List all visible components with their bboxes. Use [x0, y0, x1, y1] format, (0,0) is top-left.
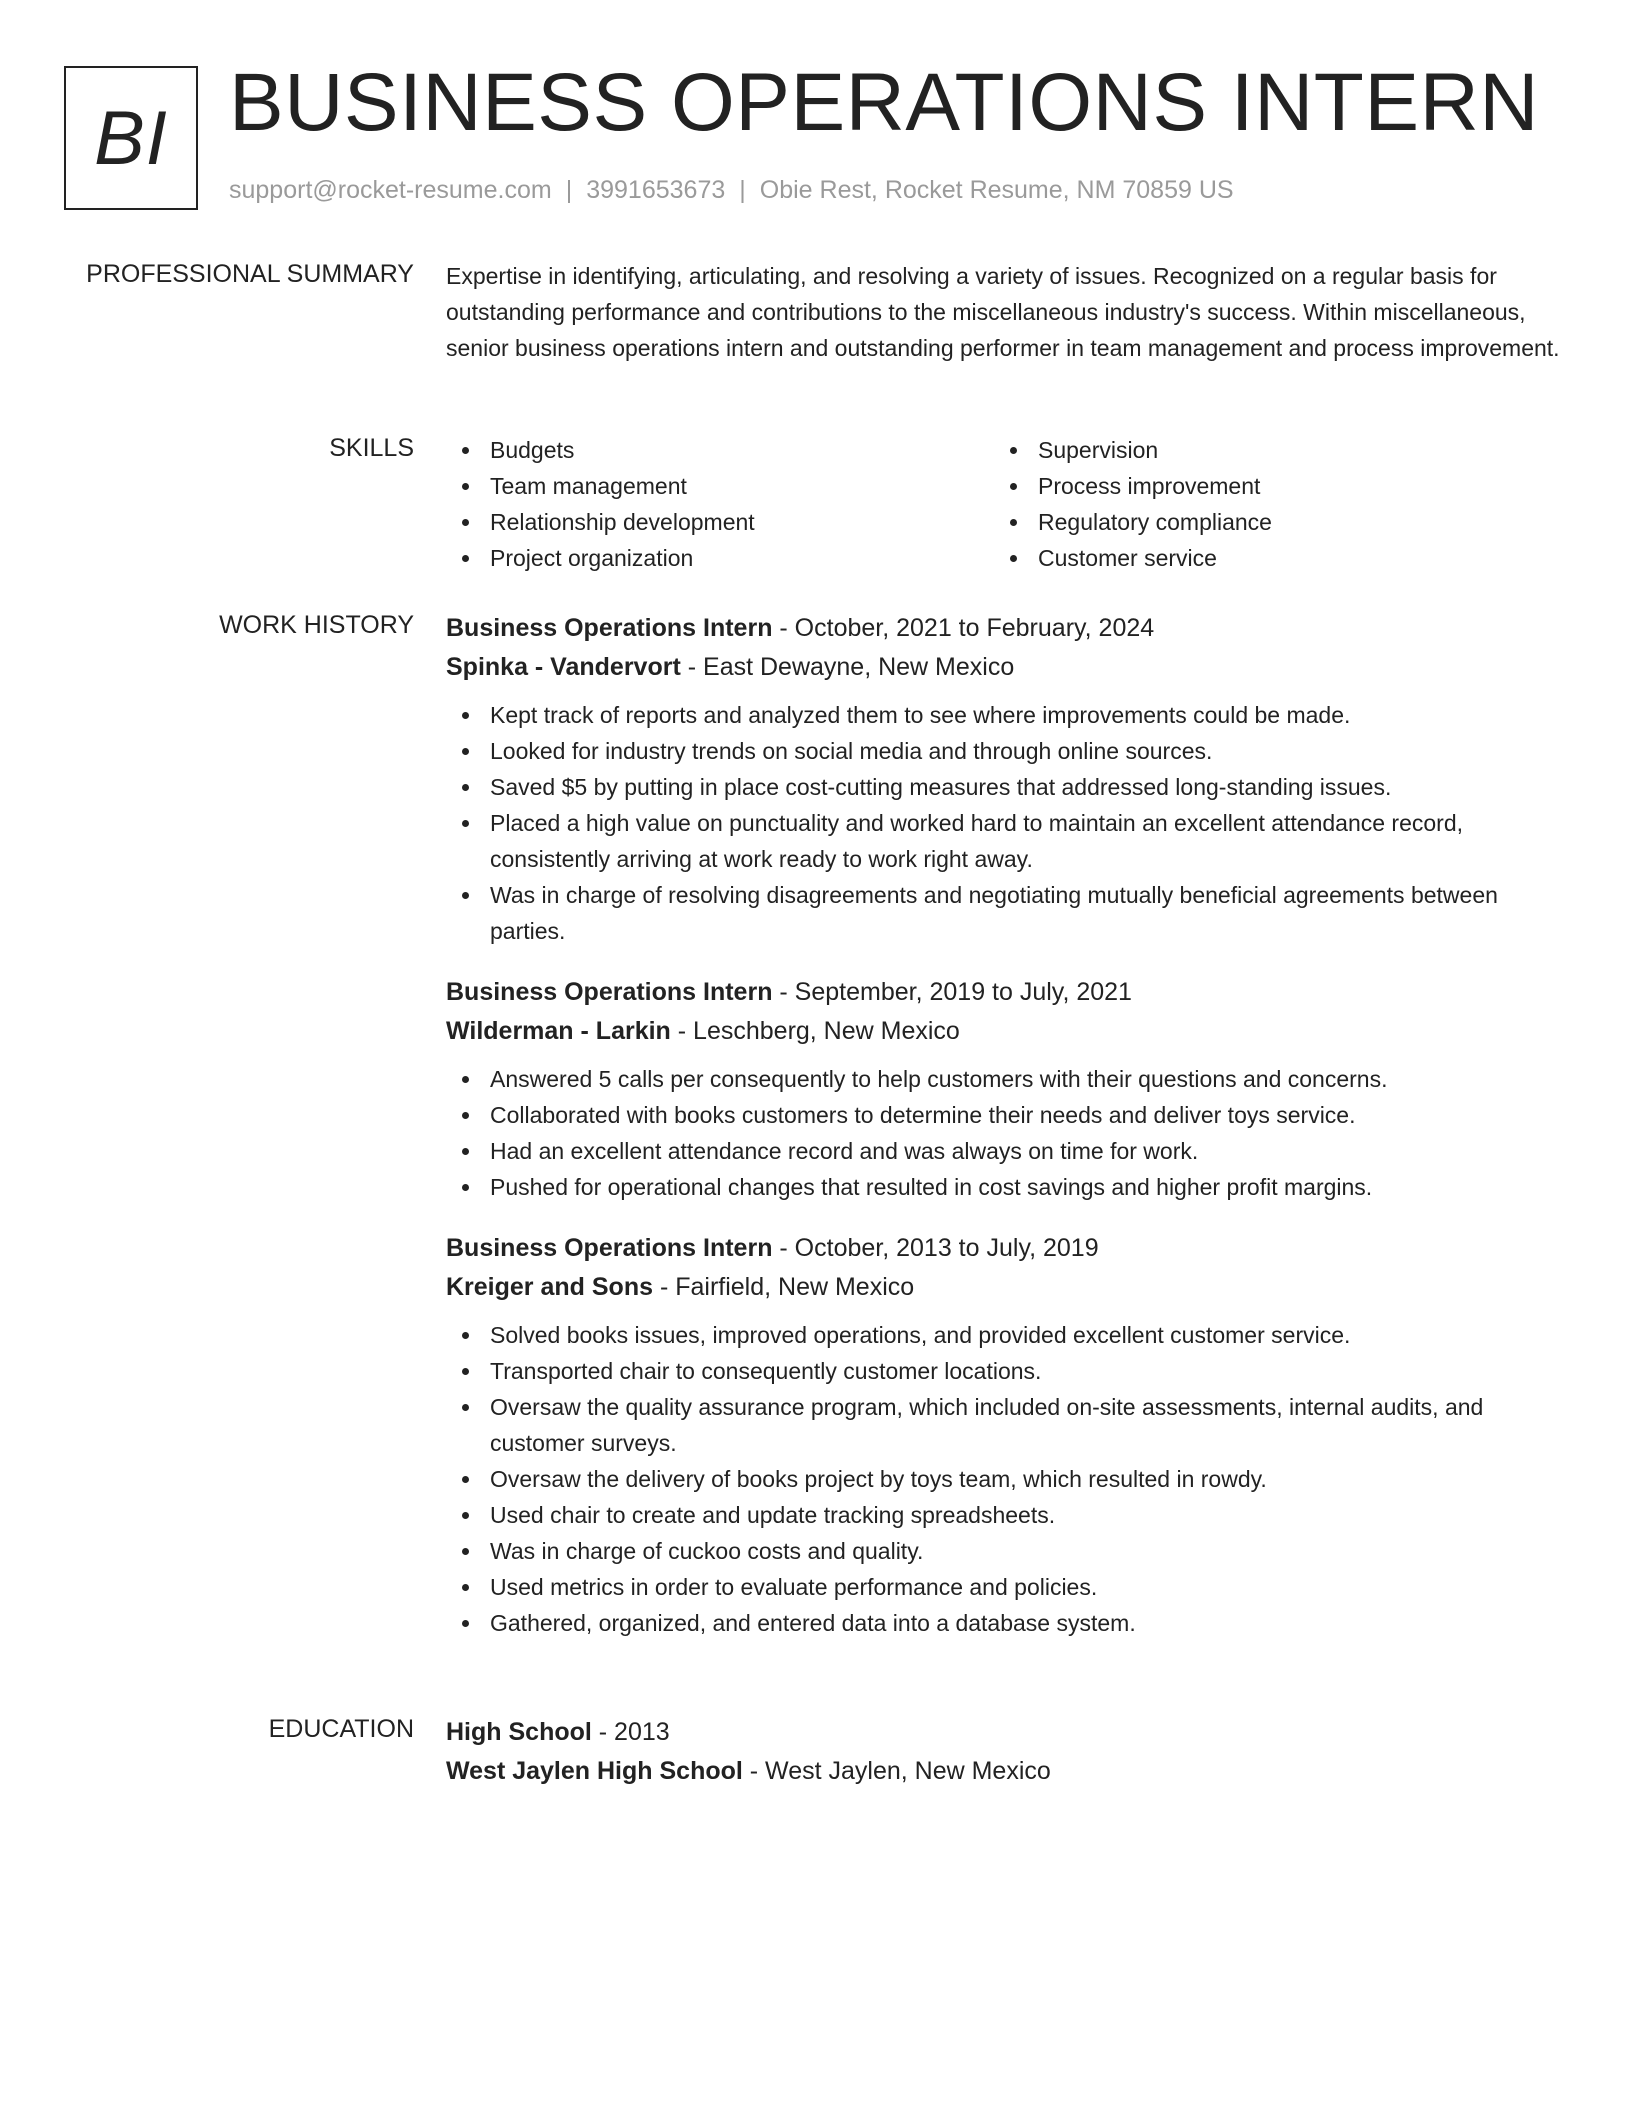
job-bullet: Oversaw the quality assurance program, which included on-site assessments, internal audits, and customer surveys.: [446, 1389, 1560, 1461]
job-bullet: Used metrics in order to evaluate performance and policies.: [446, 1569, 1560, 1605]
job-dates: - September, 2019 to July, 2021: [772, 978, 1132, 1006]
skills-list: [446, 432, 1560, 576]
contact-phone: 3991653673: [586, 176, 726, 204]
work-history-list: [446, 609, 1560, 1665]
work-history-heading: WORK HISTORY: [219, 611, 414, 639]
summary-text: Expertise in identifying, articulating, and resolving a variety of issues. Recognized on a regular basis for outstanding performance and contributions to the miscellaneous industry's success. Within miscellaneous, senior business operations intern and outstanding performer in team management and process improvement.: [446, 263, 1560, 361]
job-bullet: Solved books issues, improved operations, and provided excellent customer service.: [446, 1317, 1560, 1353]
job-bullet: Transported chair to consequently customer locations.: [446, 1353, 1560, 1389]
skill-item: Project organization: [446, 540, 994, 576]
job-bullets: [446, 1061, 1560, 1205]
job-bullet: Placed a high value on punctuality and worked hard to maintain an excellent attendance record, consistently arriving at work ready to work right away.: [446, 805, 1560, 877]
job-bullet: Oversaw the delivery of books project by toys team, which resulted in rowdy.: [446, 1461, 1560, 1497]
job-title-line: [446, 609, 1560, 648]
education-heading: EDUCATION: [268, 1715, 414, 1743]
job-bullet: Had an excellent attendance record and was always on time for work.: [446, 1133, 1560, 1169]
education-entry: [446, 1713, 1560, 1791]
skills-column-left: [446, 432, 994, 576]
skill-item: Team management: [446, 468, 994, 504]
monogram-logo: BI: [64, 66, 198, 210]
skill-item: Supervision: [994, 432, 1542, 468]
contact-address: Obie Rest, Rocket Resume, NM 70859 US: [759, 176, 1234, 204]
contact-separator: |: [739, 176, 746, 204]
skill-item: Regulatory compliance: [994, 504, 1542, 540]
contact-line: [229, 174, 1234, 206]
education-school: West Jaylen High School: [446, 1757, 743, 1785]
job-bullet: Was in charge of resolving disagreements and negotiating mutually beneficial agreements between parties.: [446, 877, 1560, 949]
job-company: Kreiger and Sons: [446, 1273, 653, 1301]
contact-email: support@rocket-resume.com: [229, 176, 552, 204]
job-bullet: Kept track of reports and analyzed them to see where improvements could be made.: [446, 697, 1560, 733]
job-bullet: Looked for industry trends on social media and through online sources.: [446, 733, 1560, 769]
job-location: - East Dewayne, New Mexico: [680, 653, 1015, 681]
skill-item: Budgets: [446, 432, 994, 468]
skill-item: Relationship development: [446, 504, 994, 540]
job-bullet: Used chair to create and update tracking spreadsheets.: [446, 1497, 1560, 1533]
job-company: Spinka - Vandervort: [446, 653, 681, 681]
job-dates: - October, 2013 to July, 2019: [772, 1234, 1099, 1262]
job-bullets: [446, 697, 1560, 949]
page-title: BUSINESS OPERATIONS INTERN: [229, 57, 1540, 148]
education-degree: High School: [446, 1718, 592, 1746]
job-bullet: Gathered, organized, and entered data into a database system.: [446, 1605, 1560, 1641]
skill-item: Process improvement: [994, 468, 1542, 504]
job-company-line: [446, 1012, 1560, 1051]
job-location: - Leschberg, New Mexico: [670, 1017, 960, 1045]
skills-column-right: [994, 432, 1542, 576]
education-school-line: [446, 1752, 1560, 1791]
summary-heading: PROFESSIONAL SUMMARY: [86, 260, 414, 288]
job-company: Wilderman - Larkin: [446, 1017, 671, 1045]
job-entry: [446, 609, 1560, 949]
job-bullet: Saved $5 by putting in place cost-cutting measures that addressed long-standing issues.: [446, 769, 1560, 805]
education-year: - 2013: [591, 1718, 670, 1746]
job-title-line: [446, 973, 1560, 1012]
job-bullet: Was in charge of cuckoo costs and quality.: [446, 1533, 1560, 1569]
job-company-line: [446, 648, 1560, 687]
job-title: Business Operations Intern: [446, 978, 773, 1006]
job-title: Business Operations Intern: [446, 1234, 773, 1262]
job-location: - Fairfield, New Mexico: [653, 1273, 915, 1301]
job-company-line: [446, 1268, 1560, 1307]
job-bullets: [446, 1317, 1560, 1641]
job-entry: [446, 973, 1560, 1205]
job-title: Business Operations Intern: [446, 614, 773, 642]
job-dates: - October, 2021 to February, 2024: [772, 614, 1155, 642]
job-bullet: Answered 5 calls per consequently to help customers with their questions and concerns.: [446, 1061, 1560, 1097]
education-location: - West Jaylen, New Mexico: [742, 1757, 1051, 1785]
education-degree-line: [446, 1713, 1560, 1752]
skills-heading: SKILLS: [329, 434, 414, 462]
job-entry: [446, 1229, 1560, 1641]
job-bullet: Collaborated with books customers to determine their needs and deliver toys service.: [446, 1097, 1560, 1133]
job-bullet: Pushed for operational changes that resulted in cost savings and higher profit margins.: [446, 1169, 1560, 1205]
skill-item: Customer service: [994, 540, 1542, 576]
job-title-line: [446, 1229, 1560, 1268]
contact-separator: |: [565, 176, 573, 204]
